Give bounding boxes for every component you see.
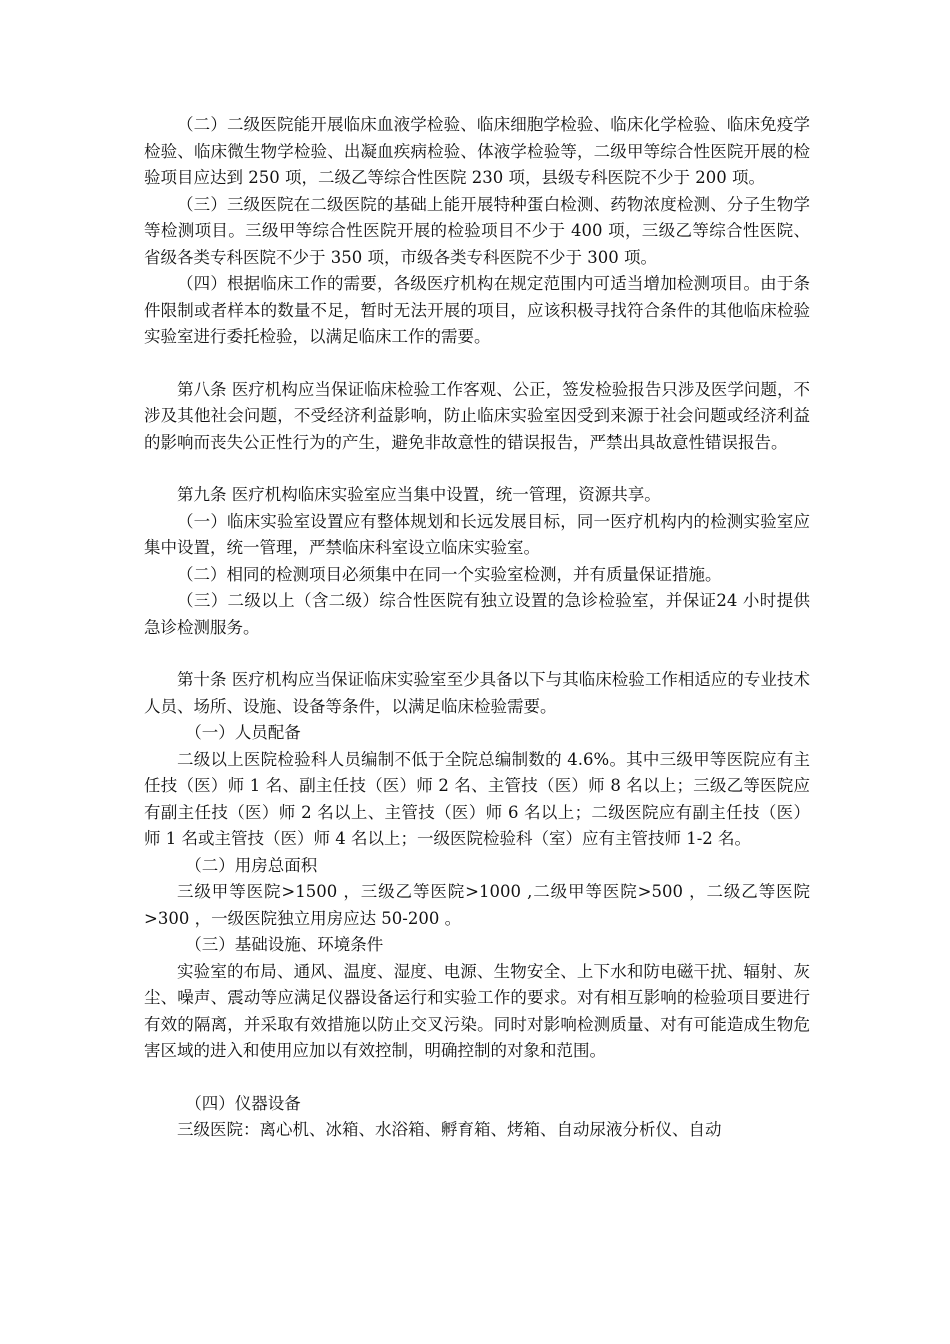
subheading-staffing: （一）人员配备 <box>185 723 301 742</box>
article-9-heading: 第九条 医疗机构临床实验室应当集中设置，统一管理，资源共享。 <box>177 485 661 504</box>
document-page <box>144 112 810 1144</box>
subheading-equipment: （四）仪器设备 <box>185 1093 301 1113</box>
subheading-floor-area: （二）用房总面积 <box>185 855 318 875</box>
paragraph: （一）临床实验室设置应有整体规划和长远发展目标，同一医疗机构内的检测实验室应集中设置，统一管理，严禁临床科室设立临床实验室。 <box>144 511 810 557</box>
subheading-facilities: （三）基础设施、环境条件 <box>185 935 384 954</box>
paragraph-gap <box>144 456 810 482</box>
paragraph-gap <box>144 641 810 667</box>
paragraph-gap <box>144 351 810 377</box>
paragraph: （二）二级医院能开展临床血液学检验、临床细胞学检验、临床化学检验、临床免疫学检验、临床微生物学检验、出凝血疾病检验、体液学检验等，二级甲等综合性医院开展的检验项目应达到 250 项，二级乙等综合性医院 230 项，县级专科医院不少于 200 项。 <box>144 115 810 187</box>
article-10-paragraph: 第十条 医疗机构应当保证临床实验室至少具备以下与其临床检验工作相适应的专业技术人员、场所、设施、设备等条件，以满足临床检验需要。 <box>144 670 810 716</box>
paragraph-gap <box>144 1065 810 1091</box>
paragraph: 实验室的布局、通风、温度、湿度、电源、生物安全、上下水和防电磁干扰、辐射、灰尘、噪声、震动等应满足仪器设备运行和实验工作的要求。对有相互影响的检验项目要进行有效的隔离，并采取有效措施以防止交叉污染。同时对影响检测质量、对有可能造成生物危害区域的进入和使用应加以有效控制，明确控制的对象和范围。 <box>144 961 810 1060</box>
paragraph: （三）二级以上（含二级）综合性医院有独立设置的急诊检验室，并保证24 小时提供急诊检测服务。 <box>144 591 810 637</box>
paragraph: （四）根据临床工作的需要，各级医疗机构在规定范围内可适当增加检测项目。由于条件限制或者样本的数量不足，暂时无法开展的项目，应该积极寻找符合条件的其他临床检验实验室进行委托检验，以满足临床工作的需要。 <box>144 274 810 346</box>
paragraph: （三）三级医院在二级医院的基础上能开展特种蛋白检测、药物浓度检测、分子生物学等检测项目。三级甲等综合性医院开展的检验项目不少于 400 项，三级乙等综合性医院、省级各类专科医院不少于 350 项，市级各类专科医院不少于 300 项。 <box>144 194 810 267</box>
paragraph: 二级以上医院检验科人员编制不低于全院总编制数的 4.6%。其中三级甲等医院应有主任技（医）师 1 名、副主任技（医）师 2 名、主管技（医）师 8 名以上；三级乙等医院应有副主任技（医）师 2 名以上、主管技（医）师 6 名以上；二级医院应有副主任技（医）师 1 名或主管技（医）师 4 名以上；一级医院检验科（室）应有主管技师 1-2 名。 <box>144 749 810 848</box>
paragraph: 三级医院：离心机、冰箱、水浴箱、孵育箱、烤箱、自动尿液分析仪、自动 <box>177 1120 722 1139</box>
paragraph: 三级甲等医院>1500 ，三级乙等医院>1000 ,二级甲等医院>500 ，二级乙等医院>300 ，一级医院独立用房应达 50-200 。 <box>144 882 810 928</box>
article-8-paragraph: 第八条 医疗机构应当保证临床检验工作客观、公正，签发检验报告只涉及医学问题，不涉及其他社会问题，不受经济利益影响，防止临床实验室因受到来源于社会问题或经济利益的影响而丧失公正性行为的产生，避免非故意性的错误报告，严禁出具故意性错误报告。 <box>144 379 810 452</box>
paragraph: （二）相同的检测项目必须集中在同一个实验室检测，并有质量保证措施。 <box>177 564 722 584</box>
